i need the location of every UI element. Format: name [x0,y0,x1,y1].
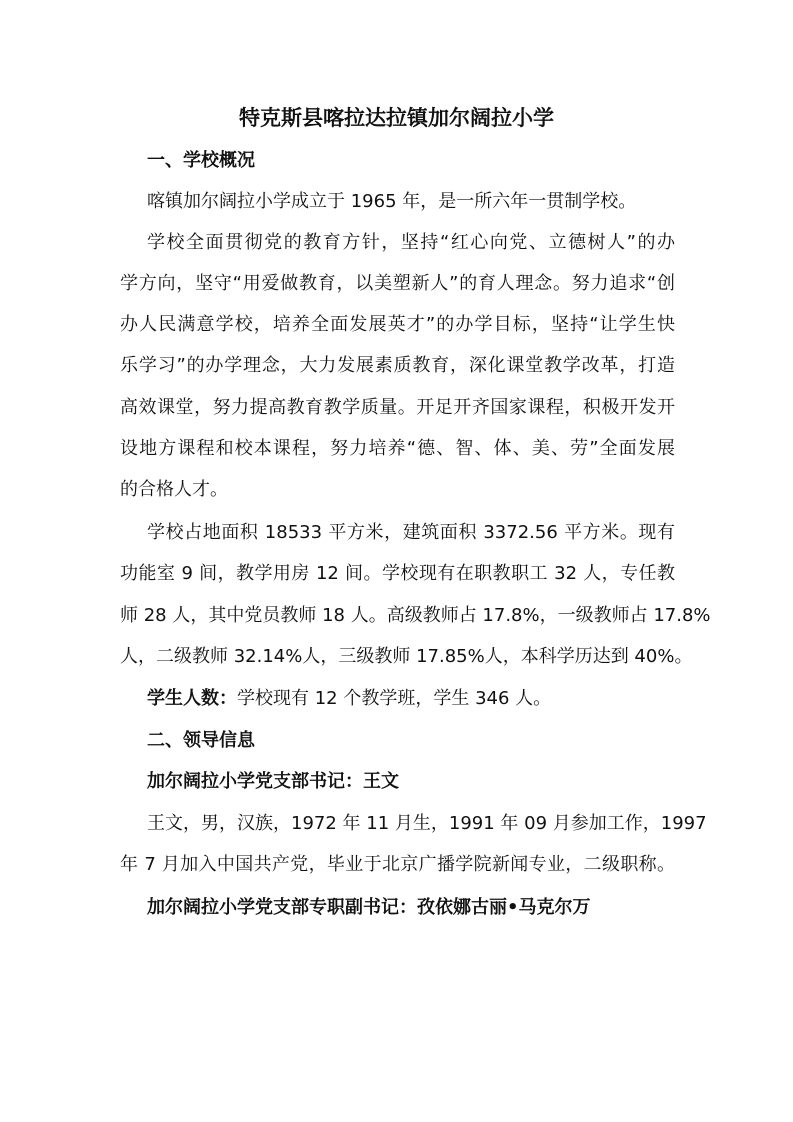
overview-paragraph-1: 喀镇加尔阔拉小学成立于 1965 年，是一所六年一贯制学校。 [147,191,637,212]
overview-paragraph-3-line: 功能室 9 间，教学用房 12 间。学校现有在职教职工 32 人，专任教 [120,563,675,584]
section-heading-overview: 一、学校概况 [147,150,255,171]
overview-paragraph-3-line: 人，二级教师 32.14%人，三级教师 17.85%人，本科学历达到 40%。 [120,646,693,667]
student-count-text: 学校现有 12 个教学班，学生 346 人。 [237,688,552,709]
overview-paragraph-2-line: 乐学习”的办学理念，大力发展素质教育，深化课堂教学改革，打造 [120,355,675,376]
overview-paragraph-2-line: 的合格人才。 [120,479,228,500]
overview-paragraph-3-line: 师 28 人，其中党员教师 18 人。高级教师占 17.8%，一级教师占 17.8% [120,605,711,626]
leader-1-title: 加尔阔拉小学党支部书记：王文 [147,771,399,792]
overview-paragraph-2-line: 设地方课程和校本课程，努力培养“德、智、体、美、劳”全面发展 [120,438,675,459]
overview-paragraph-2-line: 高效课堂，努力提高教育教学质量。开足开齐国家课程，积极开发开 [120,397,675,418]
leader-2-title: 加尔阔拉小学党支部专职副书记：孜依娜古丽•马克尔万 [147,897,591,918]
overview-paragraph-3-line: 学校占地面积 18533 平方米，建筑面积 3372.56 平方米。现有 [147,522,675,543]
overview-paragraph-2-line: 学校全面贯彻党的教育方针，坚持“红心向党、立德树人”的办 [147,232,675,253]
section-heading-leadership: 二、领导信息 [147,730,255,751]
overview-paragraph-2-line: 学方向，坚守“用爱做教育，以美塑新人”的育人理念。努力追求“创 [120,273,675,294]
leader-1-bio-line: 王文，男，汉族，1972 年 11 月生，1991 年 09 月参加工作，1997 [147,813,707,834]
student-count-paragraph [147,684,675,714]
leader-1-bio-line: 年 7 月加入中国共产党，毕业于北京广播学院新闻专业，二级职称。 [120,854,675,875]
document-title: 特克斯县喀拉达拉镇加尔阔拉小学 [239,106,554,130]
student-count-label: 学生人数： [147,688,237,709]
overview-paragraph-2-line: 办人民满意学校，培养全面发展英才”的办学目标，坚持“让学生快 [120,314,675,335]
